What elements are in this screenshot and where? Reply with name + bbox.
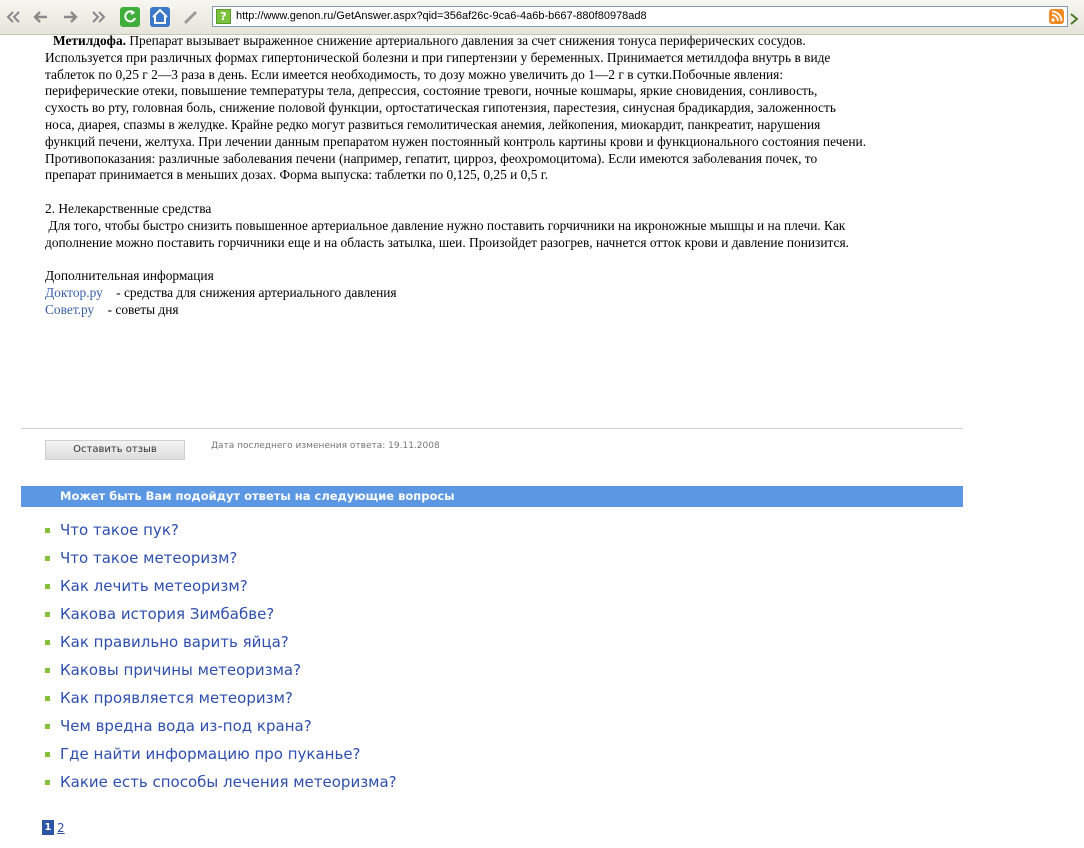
last-modified-date: Дата последнего изменения ответа: 19.11.2008: [211, 441, 440, 451]
last-icon[interactable]: [88, 6, 110, 28]
sovet-ru-link[interactable]: Совет.ру: [45, 301, 95, 317]
question-link[interactable]: Каковы причины метеоризма?: [60, 661, 302, 679]
methyldopa-line: периферические отеки, повышение температуры тела, депрессия, состояние тревоги, ночные кошмары, яркие сновидения, сонливость,: [45, 83, 818, 99]
refresh-icon[interactable]: [119, 6, 141, 28]
methyldopa-title: Метилдофа.: [53, 33, 126, 48]
list-item: [45, 656, 397, 684]
list-item: [45, 544, 397, 572]
list-item: [45, 768, 397, 796]
question-link[interactable]: Как проявляется метеоризм?: [60, 689, 293, 707]
methyldopa-line: сухость во рту, головная боль, снижение половой функции, ортостатическая гипотензия, парестезия, синусная брадикардия, заложенность: [45, 100, 836, 116]
pen-icon[interactable]: [180, 6, 202, 28]
related-questions-header: [21, 486, 963, 507]
bullet-icon: [45, 556, 50, 561]
section2-title: 2. Нелекарственные средства: [45, 200, 212, 216]
question-link[interactable]: Какие есть способы лечения метеоризма?: [60, 773, 397, 791]
methyldopa-line-0: Метилдофа. Препарат вызывает выраженное снижение артериального давления за счет снижения тонуса периферических сосудов.: [53, 33, 806, 48]
list-item: [45, 572, 397, 600]
methyldopa-line: Используется при различных формах гипертонической болезни и при гипертензии у беременных. Принимается метилдофа внутрь в виде: [45, 49, 831, 65]
leave-review-button[interactable]: Оставить отзыв: [45, 440, 185, 460]
forward-icon[interactable]: [59, 6, 81, 28]
question-link[interactable]: Как правильно варить яйца?: [60, 633, 289, 651]
bullet-icon: [45, 724, 50, 729]
related-questions-list: [45, 516, 397, 796]
related-questions-title: Может быть Вам подойдут ответы на следующие вопросы: [60, 489, 455, 503]
pagination: [42, 820, 65, 835]
section2-line: Для того, чтобы быстро снизить повышенное артериальное давление нужно поставить горчичники на икроножные мышцы и на плечи. Как: [45, 217, 846, 233]
page-link-2[interactable]: 2: [57, 820, 65, 835]
methyldopa-line: Противопоказания: различные заболевания печени (например, гепатит, цирроз, феохромоцитома). Если имеются заболевания почек, то: [45, 150, 818, 166]
extra-info-row: [45, 285, 945, 302]
bullet-icon: [45, 612, 50, 617]
bullet-icon: [45, 668, 50, 673]
methyldopa-line: препарат принимается в меньших дозах. Форма выпуска: таблетки по 0,125, 0,25 и 0,5 г.: [45, 167, 549, 183]
bullet-icon: [45, 696, 50, 701]
answer-text: [45, 33, 945, 319]
sovet-ru-desc: - советы дня: [104, 301, 179, 317]
doktor-ru-link[interactable]: Доктор.ру: [45, 284, 103, 300]
list-item: [45, 628, 397, 656]
list-item: [45, 516, 397, 544]
question-link[interactable]: Что такое метеоризм?: [60, 549, 238, 567]
bullet-icon: [45, 528, 50, 533]
bullet-icon: [45, 752, 50, 757]
bullet-icon: [45, 584, 50, 589]
rss-icon[interactable]: [1049, 9, 1064, 24]
url-text[interactable]: http://www.genon.ru/GetAnswer.aspx?qid=356af26c-9ca6-4a6b-b667-880f80978ad8: [236, 10, 647, 22]
home-icon[interactable]: [149, 6, 171, 28]
list-item: [45, 712, 397, 740]
divider: [21, 428, 963, 429]
doktor-ru-desc: - средства для снижения артериального давления: [112, 284, 397, 300]
question-link[interactable]: Что такое пук?: [60, 521, 179, 539]
list-item: [45, 740, 397, 768]
browser-toolbar: [0, 0, 1084, 35]
question-link[interactable]: Как лечить метеоризм?: [60, 577, 248, 595]
page-current: 1: [42, 820, 54, 835]
address-bar[interactable]: [212, 6, 1068, 27]
methyldopa-line: функций печени, желтуха. При лечении данным препаратом нужен постоянный контроль картины крови и функционального состояния печени.: [45, 133, 867, 149]
question-link[interactable]: Где найти информацию про пуканье?: [60, 745, 361, 763]
spacer: [45, 184, 945, 201]
list-item: [45, 684, 397, 712]
extra-info-row: [45, 302, 945, 319]
back-icon[interactable]: [30, 6, 52, 28]
section2-line: дополнение можно поставить горчичники еще и на область затылка, шеи. Произойдет разогрев, начнется отток крови и давление понизится.: [45, 234, 849, 250]
first-icon[interactable]: [2, 6, 24, 28]
question-link[interactable]: Какова история Зимбабве?: [60, 605, 275, 623]
extra-info-title: Дополнительная информация: [45, 268, 214, 284]
site-icon: ?: [216, 9, 231, 24]
question-link[interactable]: Чем вредна вода из-под крана?: [60, 717, 312, 735]
methyldopa-line: носа, диарея, спазмы в желудке. Крайне редко могут развиться гемолитическая анемия, лейкопения, миокардит, панкреатит, нарушения: [45, 116, 821, 132]
spacer: [45, 251, 945, 268]
bullet-icon: [45, 640, 50, 645]
list-item: [45, 600, 397, 628]
go-icon[interactable]: [1068, 10, 1080, 22]
methyldopa-line: таблеток по 0,25 г 2—3 раза в день. Если имеется необходимость, то дозу можно увеличить до 1—2 г в сутки.Побочные явления:: [45, 66, 784, 82]
bullet-icon: [45, 780, 50, 785]
